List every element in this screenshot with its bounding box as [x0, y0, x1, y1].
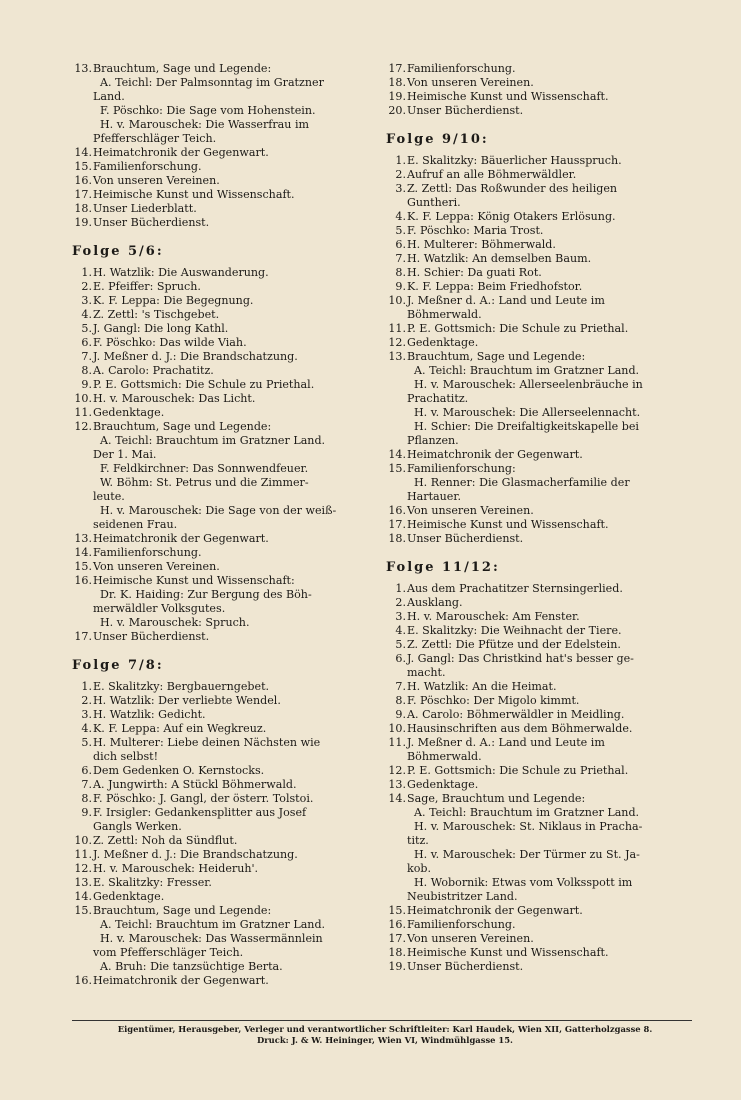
item-number: 9. [81, 378, 92, 391]
item-text: Von unseren Vereinen. [407, 932, 534, 945]
item-number: 10. [74, 392, 92, 405]
list-item [72, 792, 372, 806]
item-text: J. Meßner d. J.: Die Brandschatzung. [93, 350, 298, 363]
list-item [386, 238, 691, 252]
item-number: 18. [74, 202, 92, 215]
item-number: 10. [388, 722, 406, 735]
item-text: E. Skalitzky: Bergbauerngebet. [93, 680, 270, 693]
sub-item: H. v. Marouschek: Die Sage von der weiß- [100, 504, 337, 517]
item-number: 8. [81, 792, 92, 805]
list-item [72, 336, 372, 350]
list-item [386, 946, 691, 960]
continuation-line: macht. [407, 666, 446, 679]
list-item [72, 406, 372, 420]
item-text: Unser Bücherdienst. [407, 104, 524, 117]
item-text: E. Skalitzky: Bäuerlicher Hausspruch. [407, 154, 622, 167]
list-item [386, 918, 691, 932]
continuation-line: Der 1. Mai. [93, 448, 157, 461]
item-text: Gedenktage. [407, 336, 479, 349]
list-item [386, 624, 691, 638]
item-number: 13. [388, 778, 406, 791]
list-item [386, 582, 691, 596]
item-number: 16. [74, 174, 92, 187]
item-number: 7. [81, 778, 92, 791]
item-text: Sage, Brauchtum und Legende: [407, 792, 586, 805]
sub-item: H. Renner: Die Glasmacherfamilie der [414, 476, 630, 489]
continuation-line: Hartauer. [407, 490, 461, 503]
list-item [72, 974, 372, 988]
item-text: Ausklang. [407, 596, 463, 609]
list-item [386, 280, 691, 294]
sub-item: A. Teichl: Brauchtum im Gratzner Land. [414, 806, 640, 819]
continuation-line: Land. [93, 90, 125, 103]
item-text: E. Skalitzky: Die Weihnacht der Tiere. [407, 624, 622, 637]
item-text: Brauchtum, Sage und Legende: [407, 350, 586, 363]
item-text: Z. Zettl: Die Pfütze und der Edelstein. [407, 638, 621, 651]
item-number: 17. [388, 62, 406, 75]
sub-item: H. Schier: Die Dreifaltigkeitskapelle bei [414, 420, 639, 433]
item-text: Heimische Kunst und Wissenschaft. [407, 518, 609, 531]
item-number: 5. [81, 322, 92, 335]
list-item [72, 420, 372, 434]
item-number: 7. [81, 350, 92, 363]
list-item [386, 722, 691, 736]
item-text: Unser Bücherdienst. [93, 630, 210, 643]
item-text: Unser Bücherdienst. [93, 216, 210, 229]
item-text: Gedenktage. [93, 406, 165, 419]
list-item [386, 462, 691, 476]
item-text: H. Watzlik: An die Heimat. [407, 680, 557, 693]
list-item [386, 518, 691, 532]
item-number: 9. [81, 806, 92, 819]
item-number: 13. [388, 350, 406, 363]
list-item [386, 708, 691, 722]
list-item [386, 532, 691, 546]
list-item [386, 252, 691, 266]
list-item [72, 876, 372, 890]
item-text: Heimische Kunst und Wissenschaft. [93, 188, 295, 201]
item-number: 6. [81, 764, 92, 777]
item-text: H. Watzlik: Der verliebte Wendel. [93, 694, 281, 707]
item-number: 19. [388, 960, 406, 973]
item-number: 15. [74, 160, 92, 173]
item-text: Heimatchronik der Gegenwart. [407, 904, 583, 917]
item-number: 12. [74, 420, 92, 433]
item-number: 8. [395, 266, 406, 279]
item-text: Aufruf an alle Böhmerwäldler. [407, 168, 577, 181]
item-number: 3. [81, 294, 92, 307]
item-number: 15. [74, 904, 92, 917]
item-text: Unser Bücherdienst. [407, 532, 524, 545]
item-number: 1. [395, 154, 406, 167]
item-text: J. Gangl: Die long Kathl. [93, 322, 229, 335]
item-number: 2. [81, 694, 92, 707]
item-number: 16. [388, 918, 406, 931]
item-text: K. F. Leppa: Die Begegnung. [93, 294, 254, 307]
item-number: 14. [388, 792, 406, 805]
list-item [386, 182, 691, 196]
item-text: Brauchtum, Sage und Legende: [93, 904, 272, 917]
item-text: Heimatchronik der Gegenwart. [93, 974, 269, 987]
list-item [386, 350, 691, 364]
item-number: 16. [74, 974, 92, 987]
list-item [72, 680, 372, 694]
continuation-line: Gangls Werken. [93, 820, 182, 833]
list-item [386, 904, 691, 918]
list-item [72, 890, 372, 904]
item-number: 15. [74, 560, 92, 573]
item-number: 1. [81, 266, 92, 279]
sub-item: H. v. Marouschek: Die Allerseelennacht. [414, 406, 641, 419]
item-text: J. Gangl: Das Christkind hat's besser ge- [407, 652, 634, 665]
item-number: 14. [74, 546, 92, 559]
list-item [386, 610, 691, 624]
item-text: Gedenktage. [93, 890, 165, 903]
item-number: 4. [395, 624, 406, 637]
list-item [72, 834, 372, 848]
item-text: Brauchtum, Sage und Legende: [93, 420, 272, 433]
item-number: 14. [388, 448, 406, 461]
item-text: K. F. Leppa: Auf ein Wegkreuz. [93, 722, 267, 735]
item-number: 18. [388, 532, 406, 545]
item-number: 18. [388, 76, 406, 89]
continuation-line: Böhmerwald. [407, 750, 482, 763]
item-number: 9. [395, 708, 406, 721]
list-item [386, 210, 691, 224]
right-column [386, 62, 691, 974]
item-number: 12. [388, 336, 406, 349]
item-number: 11. [74, 848, 92, 861]
item-text: Heimische Kunst und Wissenschaft: [93, 574, 295, 587]
item-text: J. Meßner d. J.: Die Brandschatzung. [93, 848, 298, 861]
item-number: 11. [388, 322, 406, 335]
sub-item: A. Teichl: Brauchtum im Gratzner Land. [414, 364, 640, 377]
section-heading: Folge 11/12: [386, 560, 500, 575]
item-text: Heimatchronik der Gegenwart. [93, 146, 269, 159]
item-number: 7. [395, 680, 406, 693]
item-text: Von unseren Vereinen. [407, 504, 534, 517]
list-item [72, 560, 372, 574]
item-text: H. Multerer: Liebe deinen Nächsten wie [93, 736, 321, 749]
sub-item: H. v. Marouschek: St. Niklaus in Pracha- [414, 820, 643, 833]
item-text: A. Carolo: Prachatitz. [93, 364, 214, 377]
item-number: 5. [395, 638, 406, 651]
item-number: 14. [74, 146, 92, 159]
item-number: 3. [81, 708, 92, 721]
item-text: Heimische Kunst und Wissenschaft. [407, 90, 609, 103]
list-item [72, 392, 372, 406]
sub-item: F. Feldkirchner: Das Sonnwendfeuer. [100, 462, 309, 475]
list-item [72, 216, 372, 230]
list-item [386, 294, 691, 308]
item-text: F. Pöschko: Der Migolo kimmt. [407, 694, 580, 707]
item-text: F. Pöschko: Das wilde Viah. [93, 336, 247, 349]
item-number: 17. [388, 518, 406, 531]
item-number: 4. [81, 722, 92, 735]
item-text: F. Pöschko: Maria Trost. [407, 224, 544, 237]
list-item [386, 104, 691, 118]
item-number: 17. [388, 932, 406, 945]
item-number: 3. [395, 182, 406, 195]
sub-item: A. Teichl: Der Palmsonntag im Gratzner [100, 76, 324, 89]
list-item [72, 350, 372, 364]
item-text: E. Skalitzky: Fresser. [93, 876, 212, 889]
item-text: H. v. Marouschek: Das Licht. [93, 392, 256, 405]
item-number: 9. [395, 280, 406, 293]
left-column [72, 62, 372, 988]
item-number: 4. [81, 308, 92, 321]
list-item [386, 448, 691, 462]
list-item [72, 62, 372, 76]
item-number: 7. [395, 252, 406, 265]
item-text: F. Pöschko: J. Gangl, der österr. Tolstoi. [93, 792, 314, 805]
item-text: Heimatchronik der Gegenwart. [93, 532, 269, 545]
list-item [72, 378, 372, 392]
section-heading: Folge 7/8: [72, 658, 164, 673]
list-item [72, 708, 372, 722]
list-item [72, 574, 372, 588]
item-text: K. F. Leppa: König Otakers Erlösung. [407, 210, 616, 223]
list-item [386, 266, 691, 280]
sub-item: H. v. Marouschek: Die Wasserfrau im [100, 118, 310, 131]
sub-item: H. v. Marouschek: Das Wassermännlein [100, 932, 323, 945]
continuation-line: Pflanzen. [407, 434, 459, 447]
item-number: 12. [74, 862, 92, 875]
item-text: Von unseren Vereinen. [93, 174, 220, 187]
sub-item: Dr. K. Haiding: Zur Bergung des Böh- [100, 588, 312, 601]
list-item [72, 532, 372, 546]
item-number: 13. [74, 876, 92, 889]
continuation-line: dich selbst! [93, 750, 159, 763]
item-number: 1. [395, 582, 406, 595]
item-number: 15. [388, 462, 406, 475]
item-text: Familienforschung. [93, 160, 202, 173]
item-text: H. Schier: Da guati Rot. [407, 266, 542, 279]
item-text: Familienforschung: [407, 462, 516, 475]
continuation-line: Neubistritzer Land. [407, 890, 518, 903]
list-item [386, 322, 691, 336]
item-number: 2. [395, 168, 406, 181]
item-number: 2. [81, 280, 92, 293]
item-text: Familienforschung. [407, 918, 516, 931]
sub-item: H. Wobornik: Etwas vom Volksspott im [414, 876, 633, 889]
sub-item: F. Pöschko: Die Sage vom Hohenstein. [100, 104, 316, 117]
continuation-line: Böhmerwald. [407, 308, 482, 321]
list-item [72, 280, 372, 294]
list-item [72, 694, 372, 708]
item-number: 4. [395, 210, 406, 223]
item-number: 16. [74, 574, 92, 587]
list-item [72, 806, 372, 820]
item-number: 5. [81, 736, 92, 749]
continuation-line: Guntheri. [407, 196, 461, 209]
item-text: H. Multerer: Böhmerwald. [407, 238, 556, 251]
item-number: 2. [395, 596, 406, 609]
list-item [72, 904, 372, 918]
section-heading: Folge 9/10: [386, 132, 489, 147]
list-item [72, 764, 372, 778]
item-number: 18. [388, 946, 406, 959]
item-text: F. Irsigler: Gedankensplitter aus Josef [93, 806, 307, 819]
item-number: 20. [388, 104, 406, 117]
list-item [72, 266, 372, 280]
item-number: 13. [74, 532, 92, 545]
list-item [386, 638, 691, 652]
item-text: Gedenktage. [407, 778, 479, 791]
sub-item: H. v. Marouschek: Allerseelenbräuche in [414, 378, 643, 391]
section-heading: Folge 5/6: [72, 244, 164, 259]
item-number: 19. [74, 216, 92, 229]
item-number: 3. [395, 610, 406, 623]
list-item [72, 736, 372, 750]
sub-item: A. Bruh: Die tanzsüchtige Berta. [100, 960, 283, 973]
item-text: Z. Zettl: 's Tischgebet. [93, 308, 220, 321]
item-number: 15. [388, 904, 406, 917]
list-item [386, 596, 691, 610]
footer-rule [72, 1020, 692, 1021]
list-item [72, 722, 372, 736]
item-text: Familienforschung. [407, 62, 516, 75]
continuation-line: Pfefferschläger Teich. [93, 132, 217, 145]
item-number: 14. [74, 890, 92, 903]
item-number: 13. [74, 62, 92, 75]
list-item [386, 680, 691, 694]
item-number: 17. [74, 630, 92, 643]
item-text: Heimatchronik der Gegenwart. [407, 448, 583, 461]
item-text: Familienforschung. [93, 546, 202, 559]
list-item [386, 932, 691, 946]
item-text: Von unseren Vereinen. [407, 76, 534, 89]
item-text: Dem Gedenken O. Kernstocks. [93, 764, 265, 777]
item-number: 16. [388, 504, 406, 517]
item-text: Brauchtum, Sage und Legende: [93, 62, 272, 75]
item-text: P. E. Gottsmich: Die Schule zu Priethal. [93, 378, 315, 391]
item-number: 8. [395, 694, 406, 707]
item-text: Z. Zettl: Noh da Sündflut. [93, 834, 238, 847]
list-item [72, 146, 372, 160]
continuation-line: kob. [407, 862, 432, 875]
list-item [72, 546, 372, 560]
list-item [72, 308, 372, 322]
item-number: 11. [388, 736, 406, 749]
item-text: Unser Liederblatt. [93, 202, 197, 215]
item-text: Z. Zettl: Das Roßwunder des heiligen [407, 182, 618, 195]
list-item [386, 778, 691, 792]
item-text: H. Watzlik: Die Auswanderung. [93, 266, 269, 279]
sub-item: A. Teichl: Brauchtum im Gratzner Land. [100, 434, 326, 447]
item-text: Von unseren Vereinen. [93, 560, 220, 573]
item-text: A. Carolo: Böhmerwäldler in Meidling. [407, 708, 625, 721]
list-item [72, 294, 372, 308]
list-item [72, 160, 372, 174]
sub-item: H. v. Marouschek: Spruch. [100, 616, 250, 629]
item-text: P. E. Gottsmich: Die Schule zu Priethal. [407, 322, 629, 335]
continuation-line: vom Pfefferschläger Teich. [93, 946, 244, 959]
list-item [386, 90, 691, 104]
list-item [386, 504, 691, 518]
continuation-line: merwäldler Volksgutes. [93, 602, 226, 615]
item-text: H. Watzlik: Gedicht. [93, 708, 206, 721]
item-text: A. Jungwirth: A Stückl Böhmerwald. [93, 778, 297, 791]
sub-item: W. Böhm: St. Petrus und die Zimmer- [100, 476, 309, 489]
item-number: 1. [81, 680, 92, 693]
list-item [386, 76, 691, 90]
item-number: 19. [388, 90, 406, 103]
item-number: 17. [74, 188, 92, 201]
imprint-line-printer: Druck: J. & W. Heininger, Wien VI, Windmühlgasse 15. [257, 1035, 513, 1045]
list-item [72, 862, 372, 876]
list-item [72, 322, 372, 336]
list-item [72, 848, 372, 862]
item-text: Heimische Kunst und Wissenschaft. [407, 946, 609, 959]
item-number: 11. [74, 406, 92, 419]
item-number: 5. [395, 224, 406, 237]
item-number: 6. [395, 652, 406, 665]
item-number: 10. [74, 834, 92, 847]
imprint-line-owner: Eigentümer, Herausgeber, Verleger und verantwortlicher Schriftleiter: Karl Haudek, Wien XII, Gatterholzgasse 8. [117, 1024, 653, 1034]
list-item [386, 62, 691, 76]
continuation-line: seidenen Frau. [93, 518, 178, 531]
item-number: 8. [81, 364, 92, 377]
continuation-line: Prachatitz. [407, 392, 469, 405]
list-item [72, 202, 372, 216]
item-number: 6. [81, 336, 92, 349]
item-text: H. Watzlik: An demselben Baum. [407, 252, 592, 265]
list-item [386, 168, 691, 182]
list-item [386, 336, 691, 350]
list-item [72, 630, 372, 644]
item-text: Hausinschriften aus dem Böhmerwalde. [407, 722, 633, 735]
imprint-footer [60, 1024, 710, 1046]
continuation-line: titz. [407, 834, 429, 847]
list-item [72, 174, 372, 188]
list-item [386, 736, 691, 750]
item-text: J. Meßner d. A.: Land und Leute im [407, 736, 605, 749]
list-item [72, 778, 372, 792]
item-number: 10. [388, 294, 406, 307]
item-text: Aus dem Prachatitzer Sternsingerlied. [407, 582, 623, 595]
list-item [386, 154, 691, 168]
list-item [386, 764, 691, 778]
list-item [386, 792, 691, 806]
list-item [386, 694, 691, 708]
sub-item: H. v. Marouschek: Der Türmer zu St. Ja- [414, 848, 640, 861]
item-text: H. v. Marouschek: Heideruh'. [93, 862, 259, 875]
list-item [386, 224, 691, 238]
item-text: K. F. Leppa: Beim Friedhofstor. [407, 280, 583, 293]
item-text: E. Pfeiffer: Spruch. [93, 280, 201, 293]
item-text: J. Meßner d. A.: Land und Leute im [407, 294, 605, 307]
continuation-line: leute. [93, 490, 125, 503]
item-number: 6. [395, 238, 406, 251]
list-item [72, 188, 372, 202]
item-text: Unser Bücherdienst. [407, 960, 524, 973]
list-item [386, 960, 691, 974]
sub-item: A. Teichl: Brauchtum im Gratzner Land. [100, 918, 326, 931]
item-text: H. v. Marouschek: Am Fenster. [407, 610, 580, 623]
item-number: 12. [388, 764, 406, 777]
list-item [72, 364, 372, 378]
item-text: P. E. Gottsmich: Die Schule zu Priethal. [407, 764, 629, 777]
list-item [386, 652, 691, 666]
